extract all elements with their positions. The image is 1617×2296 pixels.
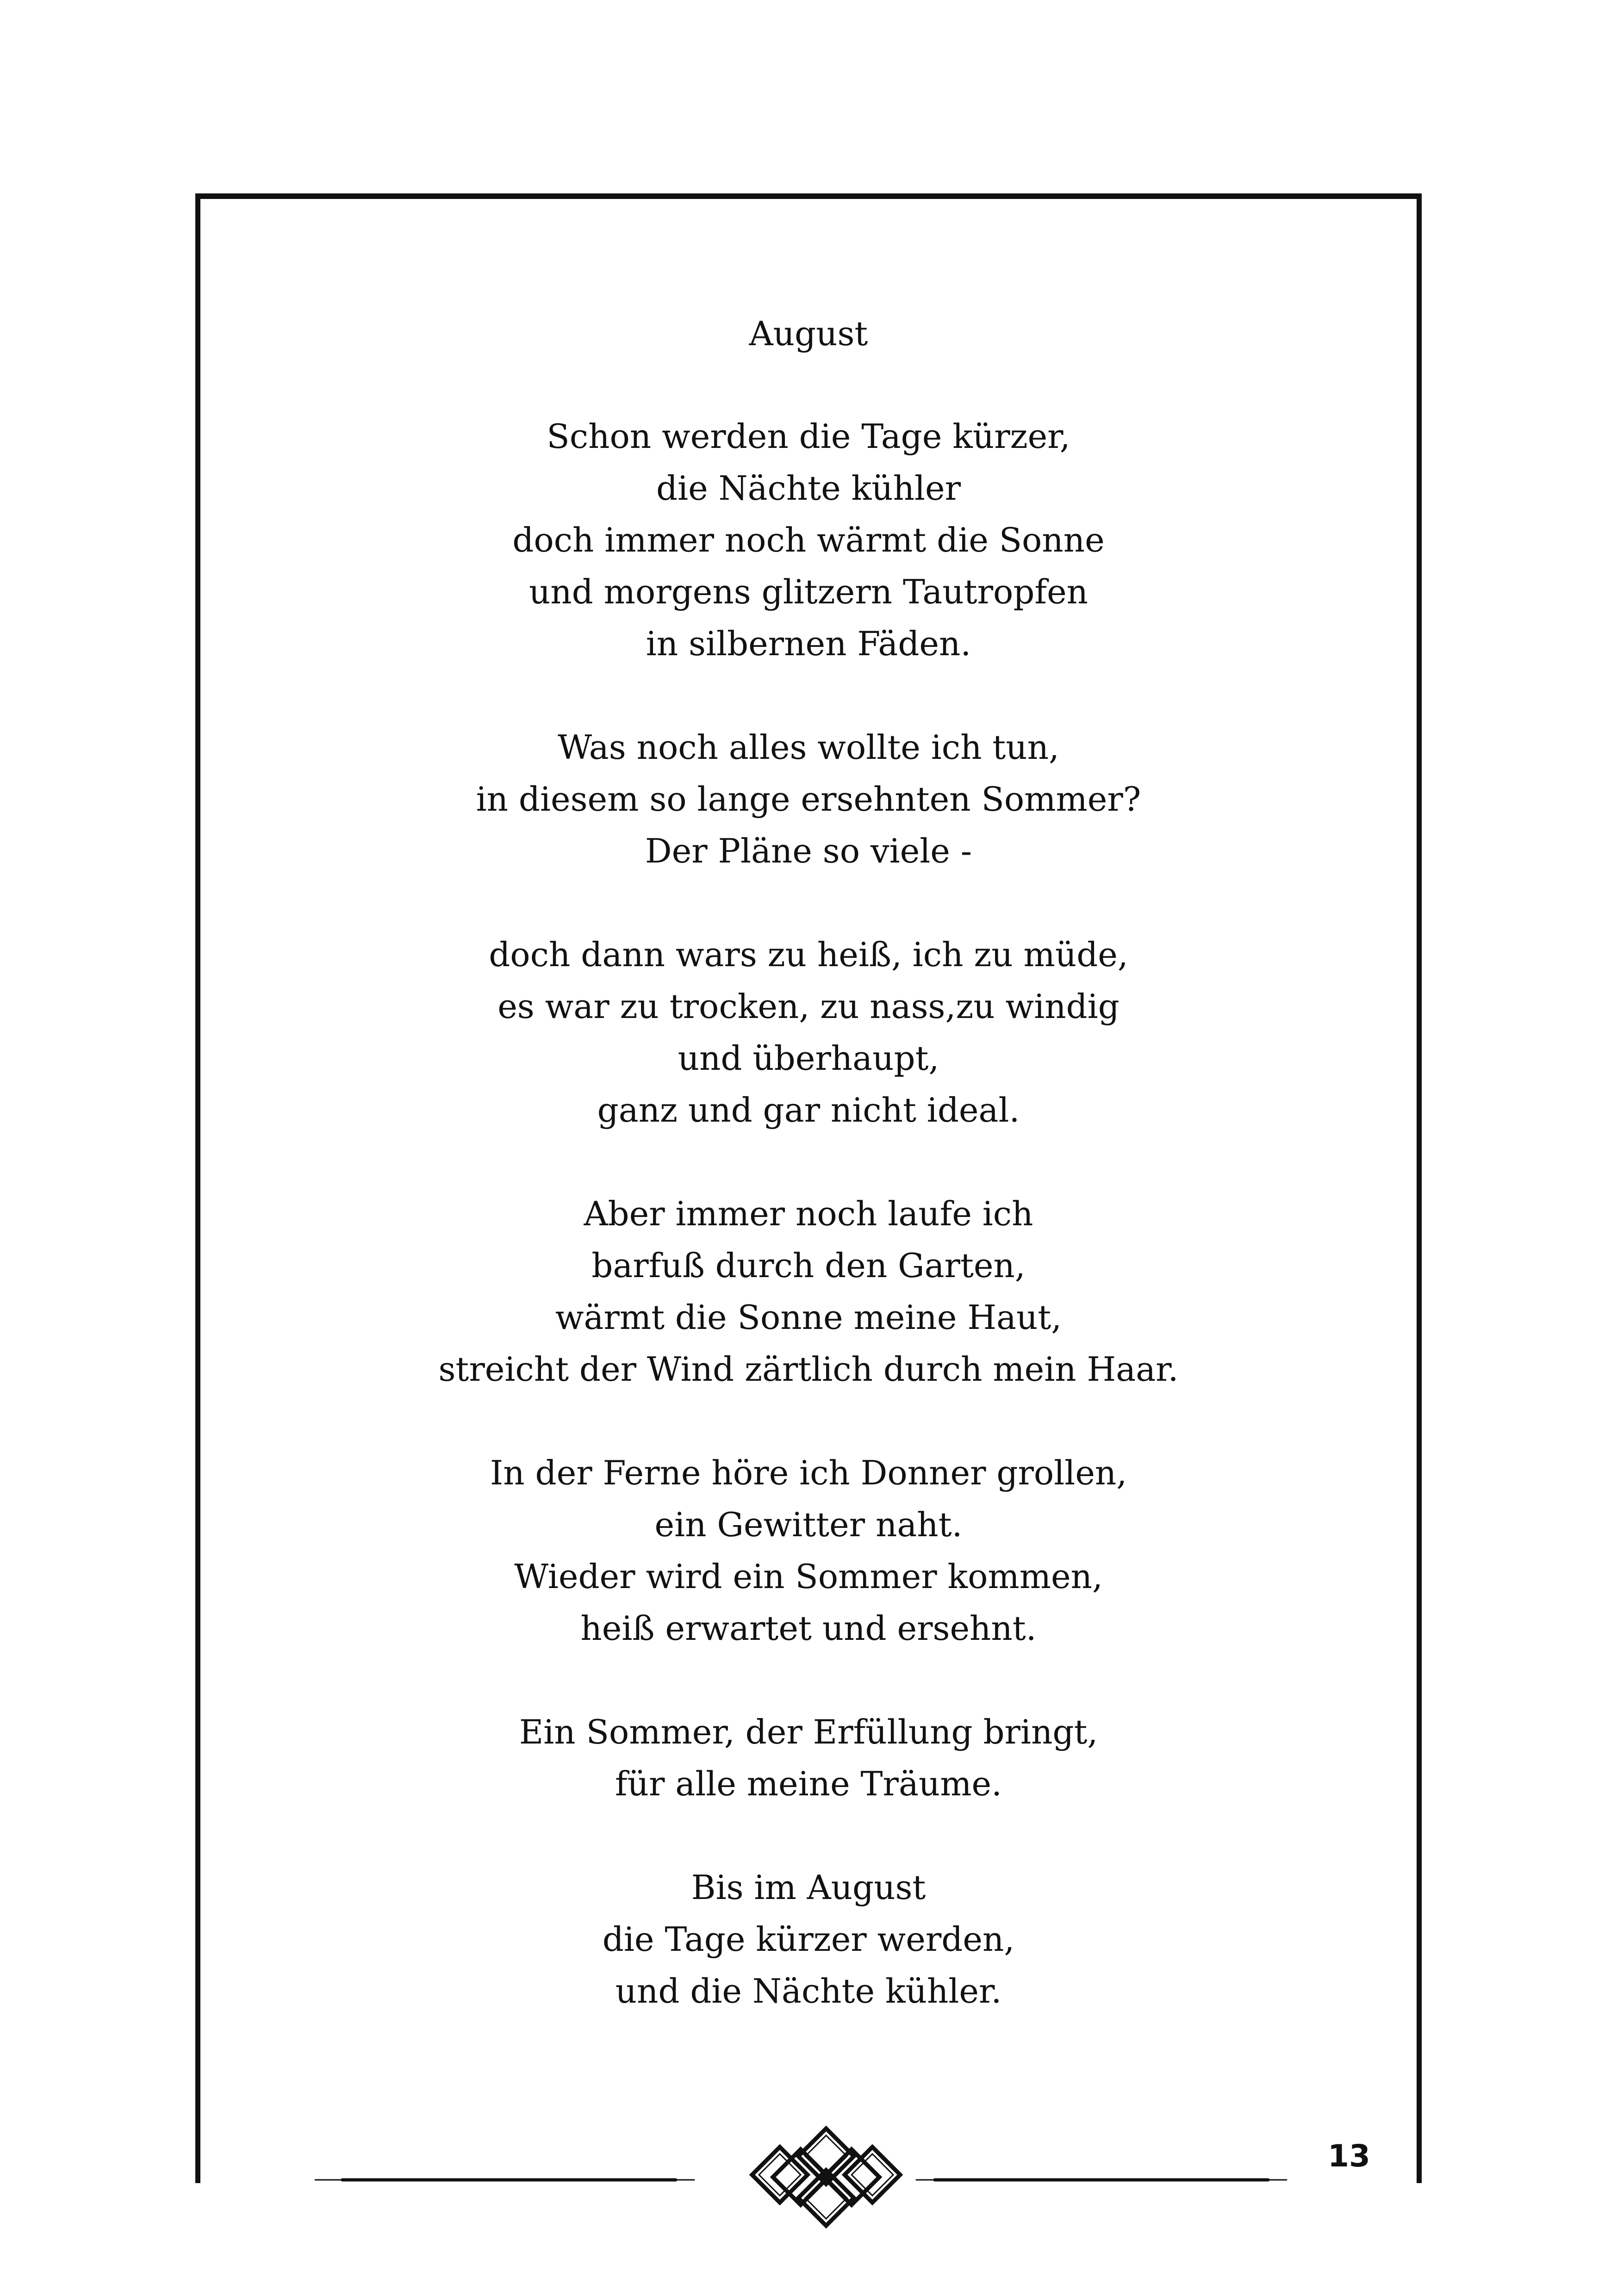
poem-line: In der Ferne höre ich Donner grollen, bbox=[490, 1453, 1127, 1492]
poem-line: die Tage kürzer werden, bbox=[602, 1920, 1015, 1959]
poem-line: Aber immer noch laufe ich bbox=[584, 1194, 1033, 1233]
poem-line: doch immer noch wärmt die Sonne bbox=[512, 521, 1105, 559]
poem-line: doch dann wars zu heiß, ich zu müde, bbox=[489, 935, 1128, 974]
page-number: 13 bbox=[1328, 2138, 1370, 2174]
interlocking-diamonds-ornament-icon bbox=[315, 2115, 1310, 2235]
poem-line: Ein Sommer, der Erfüllung bringt, bbox=[519, 1713, 1098, 1751]
poem bbox=[195, 308, 1422, 2069]
poem-line: die Nächte kühler bbox=[656, 469, 961, 508]
stanza bbox=[195, 721, 1422, 877]
poem-line: und morgens glitzern Tautropfen bbox=[529, 572, 1088, 611]
poem-line: und die Nächte kühler. bbox=[615, 1972, 1002, 2011]
poem-line: es war zu trocken, zu nass,zu windig bbox=[498, 987, 1119, 1026]
poem-line: in diesem so lange ersehnten Sommer? bbox=[476, 780, 1141, 819]
poem-title: August bbox=[749, 314, 868, 353]
stanza bbox=[195, 929, 1422, 1136]
poem-line: ganz und gar nicht ideal. bbox=[597, 1091, 1020, 1129]
stanza bbox=[195, 1706, 1422, 1810]
poem-line: Was noch alles wollte ich tun, bbox=[558, 728, 1059, 767]
stanza bbox=[195, 410, 1422, 670]
poem-line: streicht der Wind zärtlich durch mein Haar. bbox=[438, 1350, 1179, 1389]
poem-line: wärmt die Sonne meine Haut, bbox=[555, 1298, 1062, 1337]
poem-line: Bis im August bbox=[691, 1868, 926, 1907]
stanza bbox=[195, 1447, 1422, 1654]
poem-line: heiß erwartet und ersehnt. bbox=[580, 1609, 1037, 1648]
poem-line: barfuß durch den Garten, bbox=[591, 1246, 1026, 1285]
poem-line: Der Pläne so viele - bbox=[645, 832, 972, 870]
poem-line: in silbernen Fäden. bbox=[646, 624, 971, 663]
stanza bbox=[195, 1188, 1422, 1395]
poem-line: Wieder wird ein Sommer kommen, bbox=[514, 1557, 1103, 1596]
poem-line: und überhaupt, bbox=[678, 1039, 939, 1078]
poem-line: ein Gewitter naht. bbox=[654, 1505, 963, 1544]
stanza bbox=[195, 1862, 1422, 2017]
poem-line: Schon werden die Tage kürzer, bbox=[547, 417, 1070, 456]
poem-line: für alle meine Träume. bbox=[615, 1764, 1002, 1803]
